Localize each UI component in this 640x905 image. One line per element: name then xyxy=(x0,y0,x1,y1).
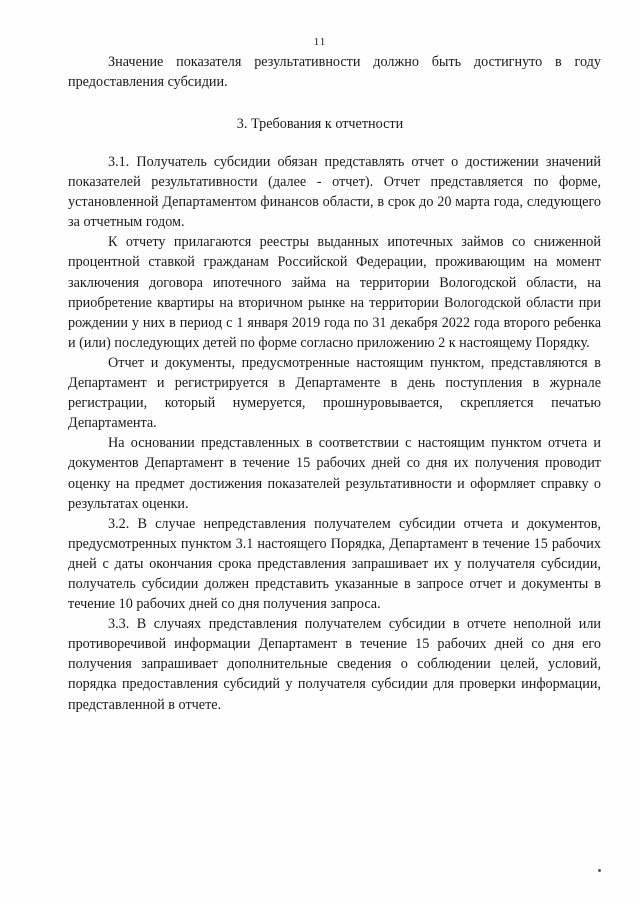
paragraph-registration: Отчет и документы, предусмотренные настоящим пунктом, представляются в Департамент и регистрируется в Департаменте в день поступления в журнале регистрации, который нумеруется, прошнуровывается, скрепляется печатью Департамента. xyxy=(68,354,601,432)
paragraph-attachments: К отчету прилагаются реестры выданных ипотечных займов со сниженной процентной ставкой гражданам Российской Федерации, проживающим на момент заключения договора ипотечного займа на территории Вологодской области, на приобретение квартиры на вторичном рынке на территории Вологодской области при рождении у них в период с 1 января 2019 года по 31 декабря 2022 года второго ребенка и (или) последующих детей по форме согласно приложению 2 к настоящему Порядку. xyxy=(68,234,601,351)
section-body xyxy=(68,152,601,715)
intro-text xyxy=(68,52,601,92)
intro-paragraph: Значение показателя результативности должно быть достигнуто в году предоставления субсидии. xyxy=(68,54,601,91)
page-number: 11 xyxy=(313,36,327,48)
paragraph-3-3: 3.3. В случаях представления получателем субсидии в отчете неполной или противоречивой информации Департамент в течение 15 рабочих дней со дня его получения запрашивает дополнительные сведения о соблюдении целей, условий, порядка предоставления субсидий у получателя субсидии для проверки информации, представленной в отчете. xyxy=(68,616,601,713)
paragraph-3-1: 3.1. Получатель субсидии обязан представлять отчет о достижении значений показателей результативности (далее - отчет). Отчет представляется по форме, установленной Департаментом финансов области, в срок до 20 марта года, следующего за отчетным годом. xyxy=(68,154,601,231)
section-heading: 3. Требования к отчетности xyxy=(236,116,404,132)
paragraph-3-2: 3.2. В случае непредставления получателем субсидии отчета и документов, предусмотренных пунктом 3.1 настоящего Порядка, Департамент в течение 15 рабочих дней с даты окончания срока представления запрашивает их у получателя субсидии, получатель субсидии должен представить указанные в запросе отчет и документы в течение 10 рабочих дней со дня получения запроса. xyxy=(68,515,601,613)
paragraph-evaluation: На основании представленных в соответствии с настоящим пунктом отчета и документов Департамент в течение 15 рабочих дней со дня их получения проводит оценку на предмет достижения показателей результативности и оформляет справку о результатах оценки. xyxy=(68,435,601,512)
scan-speck xyxy=(598,869,601,872)
